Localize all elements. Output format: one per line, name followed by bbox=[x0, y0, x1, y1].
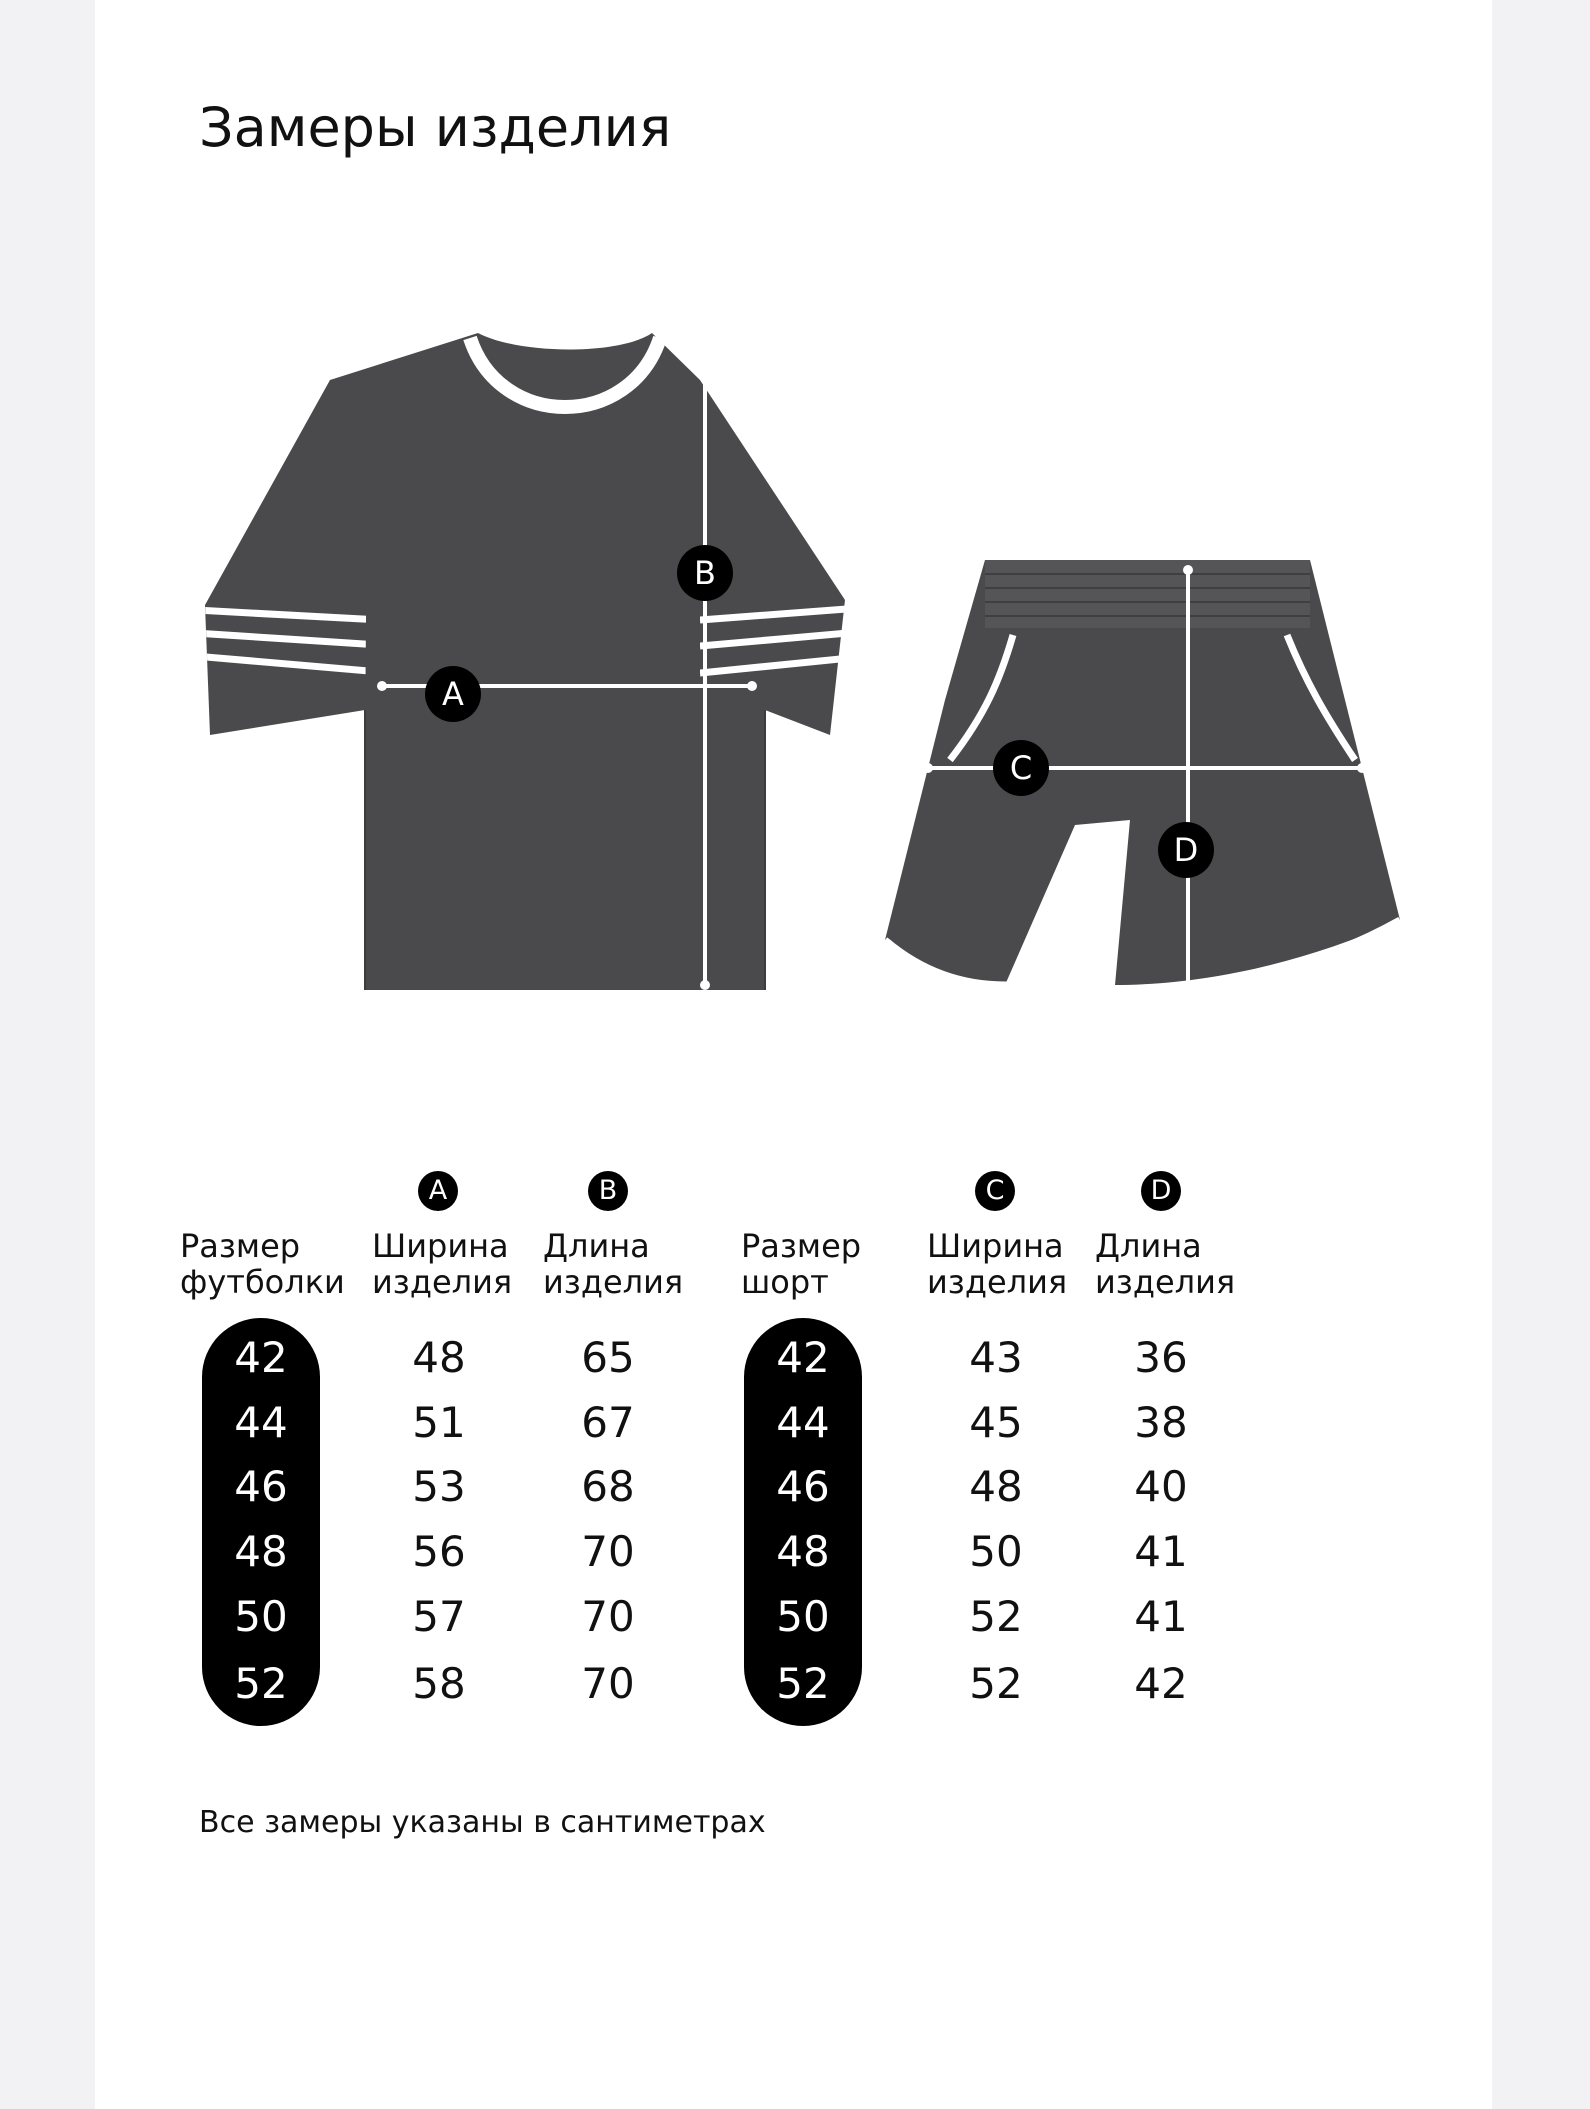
column-a-badge: A bbox=[418, 1171, 458, 1211]
width-cell: 52 bbox=[969, 1592, 1023, 1641]
size-cell: 52 bbox=[776, 1659, 830, 1708]
length-cell: 41 bbox=[1134, 1592, 1188, 1641]
width-cell: 43 bbox=[969, 1333, 1023, 1382]
size-cell: 52 bbox=[234, 1659, 288, 1708]
column-c-badge: C bbox=[975, 1171, 1015, 1211]
width-cell: 50 bbox=[969, 1527, 1023, 1576]
length-cell: 38 bbox=[1134, 1398, 1188, 1447]
size-cell: 44 bbox=[776, 1398, 830, 1447]
size-cell: 42 bbox=[776, 1333, 830, 1382]
label-b-badge: B bbox=[677, 545, 733, 601]
column-b-badge: B bbox=[588, 1171, 628, 1211]
length-cell: 67 bbox=[581, 1398, 635, 1447]
length-cell: 41 bbox=[1134, 1527, 1188, 1576]
size-cell: 46 bbox=[776, 1462, 830, 1511]
size-cell: 48 bbox=[776, 1527, 830, 1576]
column-d-badge: D bbox=[1141, 1171, 1181, 1211]
tshirt-drawing bbox=[195, 333, 860, 990]
width-cell: 57 bbox=[412, 1592, 466, 1641]
width-cell: 51 bbox=[412, 1398, 466, 1447]
length-cell: 68 bbox=[581, 1462, 635, 1511]
size-cell: 46 bbox=[234, 1462, 288, 1511]
size-cell: 44 bbox=[234, 1398, 288, 1447]
size-cell: 50 bbox=[776, 1592, 830, 1641]
length-cell: 70 bbox=[581, 1592, 635, 1641]
label-c-badge: C bbox=[993, 740, 1049, 796]
tshirt-size-header: Размер футболки bbox=[180, 1227, 345, 1301]
label-d-badge: D bbox=[1158, 822, 1214, 878]
measurement-note: Все замеры указаны в сантиметрах bbox=[199, 1805, 766, 1840]
label-a-badge: A bbox=[425, 666, 481, 722]
length-cell: 42 bbox=[1134, 1659, 1188, 1708]
shorts-size-header: Размер шорт bbox=[741, 1227, 862, 1301]
width-cell: 56 bbox=[412, 1527, 466, 1576]
width-cell: 48 bbox=[969, 1462, 1023, 1511]
page-title: Замеры изделия bbox=[199, 96, 672, 159]
size-cell: 48 bbox=[234, 1527, 288, 1576]
width-cell: 53 bbox=[412, 1462, 466, 1511]
length-cell: 65 bbox=[581, 1333, 635, 1382]
tshirt-length-header: Длина изделия bbox=[543, 1227, 684, 1301]
size-cell: 42 bbox=[234, 1333, 288, 1382]
shorts-length-header: Длина изделия bbox=[1095, 1227, 1236, 1301]
length-cell: 40 bbox=[1134, 1462, 1188, 1511]
width-cell: 48 bbox=[412, 1333, 466, 1382]
length-cell: 70 bbox=[581, 1659, 635, 1708]
width-cell: 58 bbox=[412, 1659, 466, 1708]
shorts-width-header: Ширина изделия bbox=[927, 1227, 1068, 1301]
shorts-drawing bbox=[885, 560, 1400, 1000]
size-cell: 50 bbox=[234, 1592, 288, 1641]
length-cell: 36 bbox=[1134, 1333, 1188, 1382]
length-cell: 70 bbox=[581, 1527, 635, 1576]
width-cell: 45 bbox=[969, 1398, 1023, 1447]
tshirt-width-header: Ширина изделия bbox=[372, 1227, 513, 1301]
width-cell: 52 bbox=[969, 1659, 1023, 1708]
